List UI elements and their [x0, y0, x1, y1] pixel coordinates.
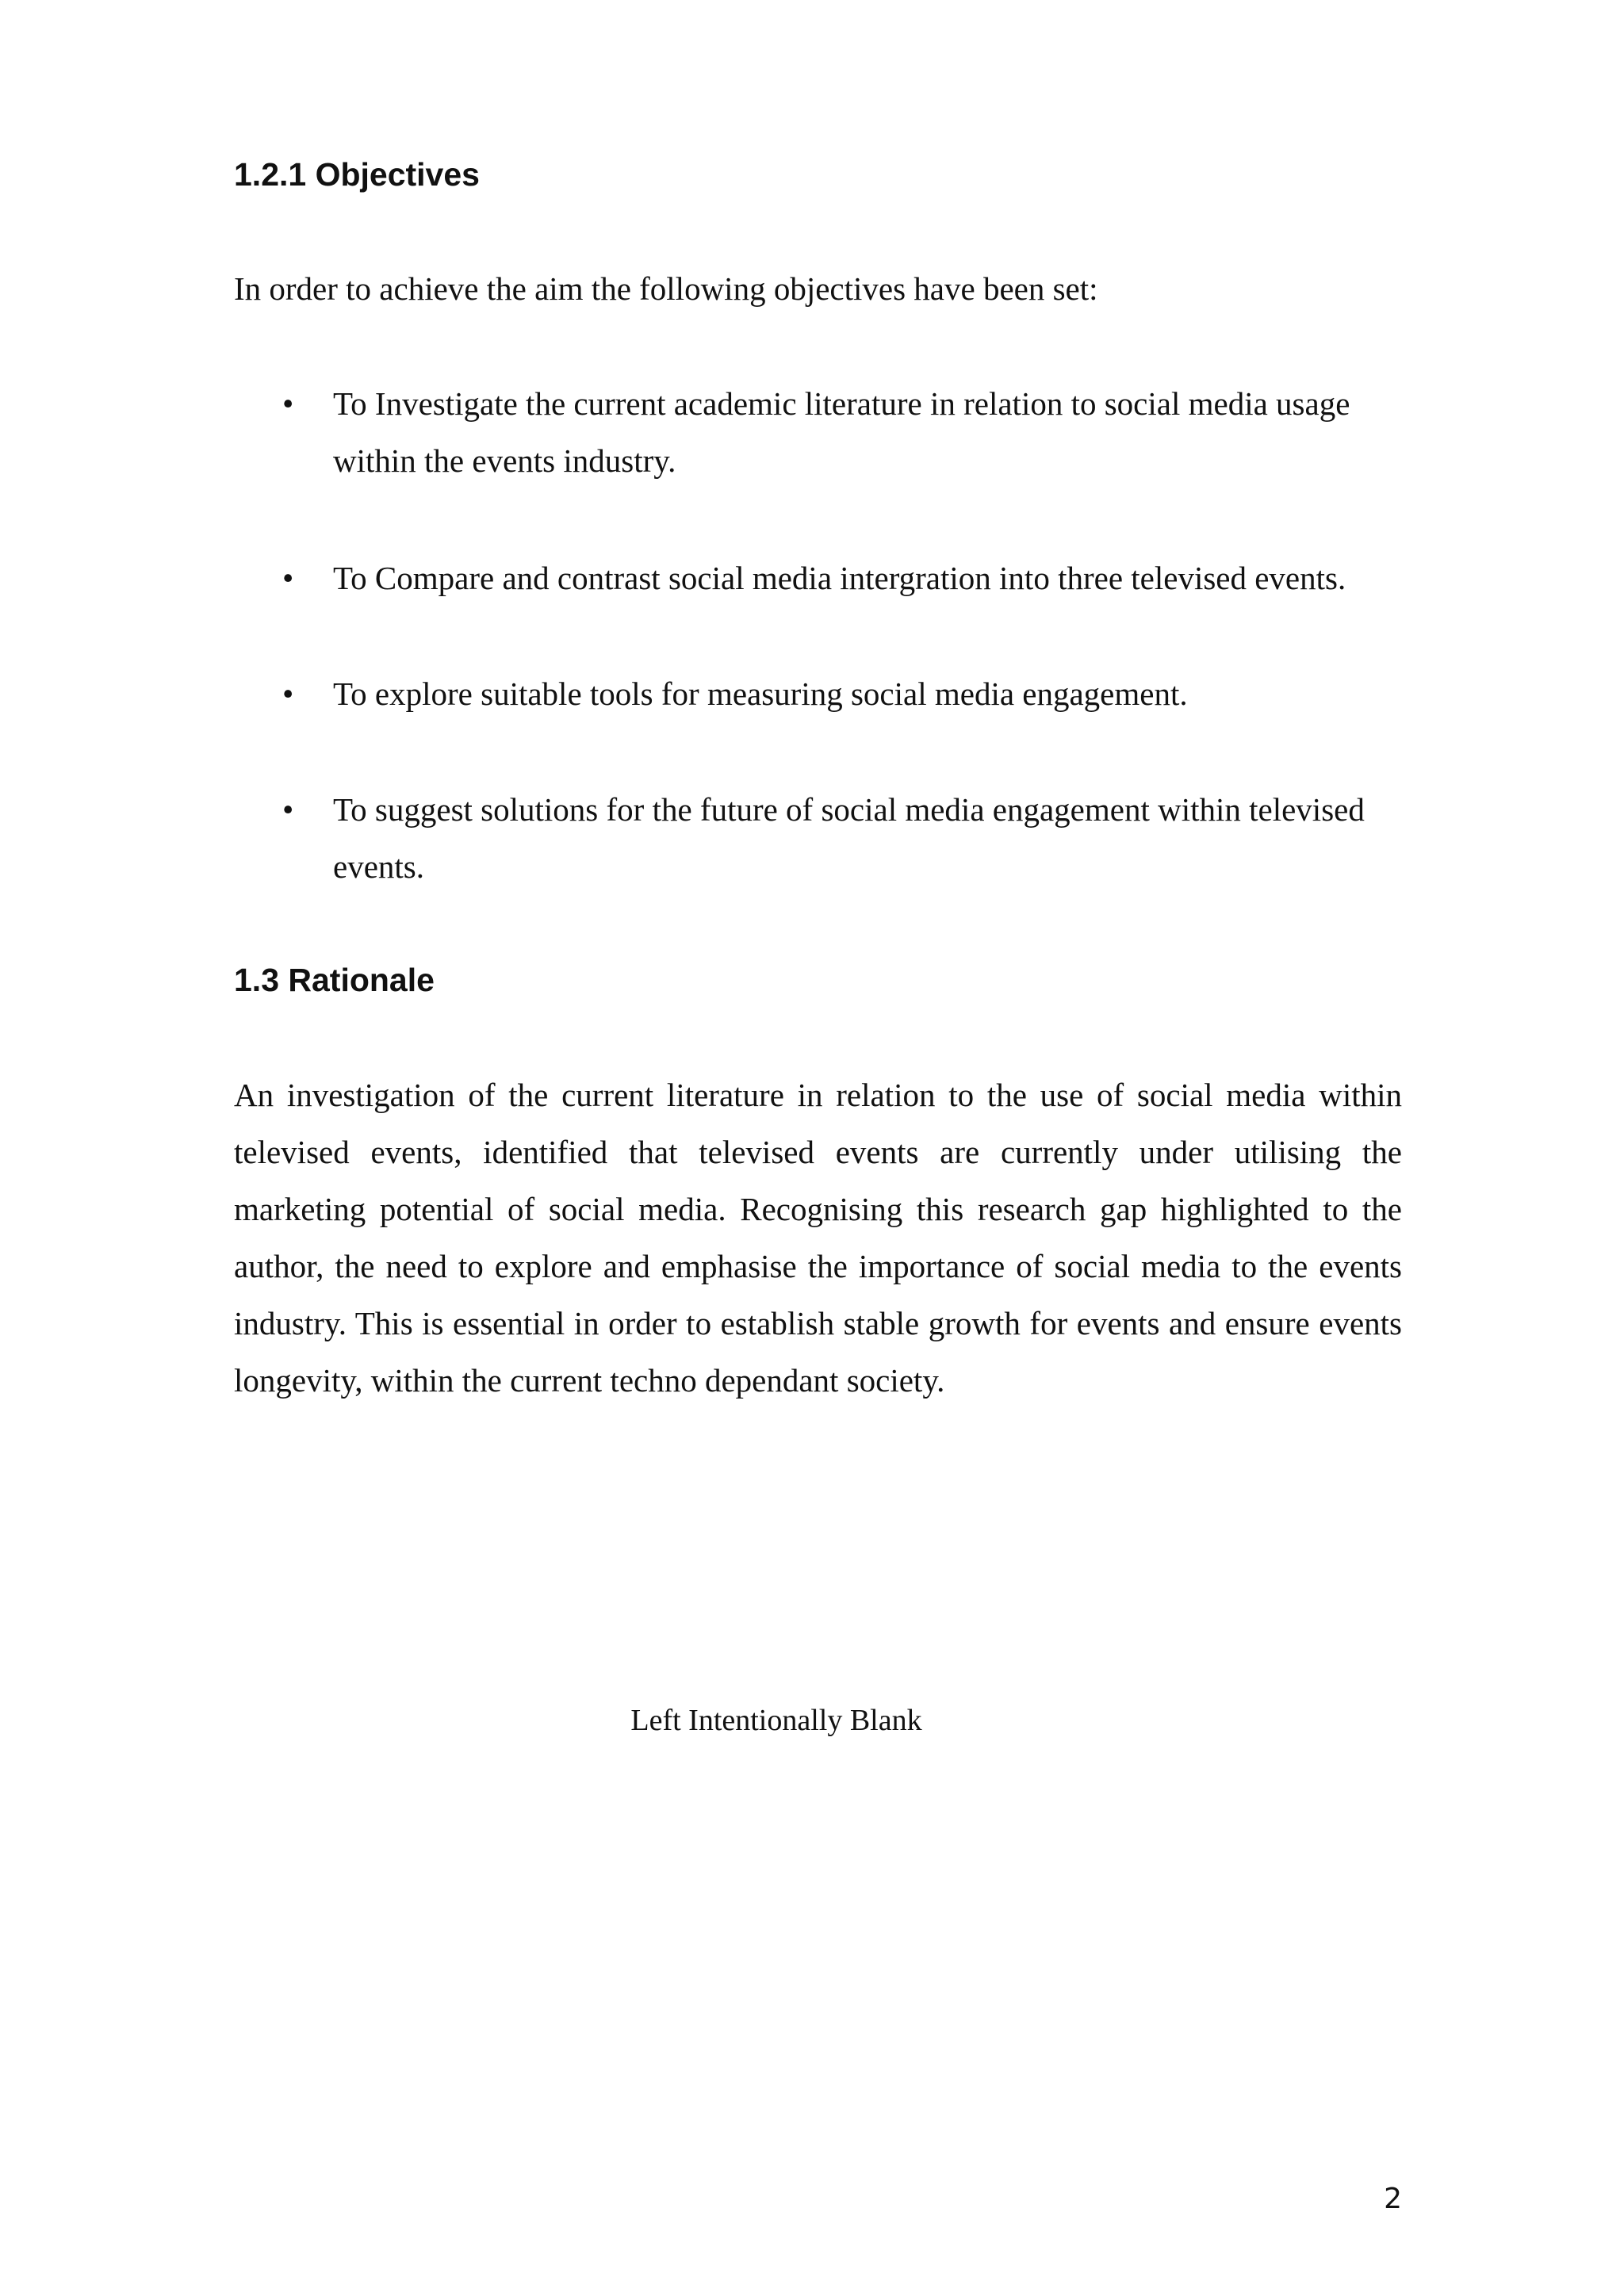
objective-text: To Compare and contrast social media intergration into three televised events. [333, 560, 1346, 596]
objective-item [234, 549, 1408, 607]
bullet-icon: • [282, 385, 294, 422]
blank-page-note: Left Intentionally Blank [630, 1704, 922, 1737]
objectives-heading: 1.2.1 Objectives [234, 156, 480, 193]
rationale-heading: 1.3 Rationale [234, 962, 435, 998]
objective-item [234, 781, 1408, 895]
objective-item [234, 375, 1408, 489]
bullet-icon: • [282, 675, 294, 712]
objectives-intro: In order to achieve the aim the following objectives have been set: [234, 270, 1098, 307]
rationale-paragraph: An investigation of the current literature in relation to the use of social media within televised events, identified that televised events are currently under utilising the marketing potential of social media. Recognising this research gap highlighted to the author, the need to explore and emphasise the importance of social media to the events industry. This is essential in order to establish stable growth for events and ensure events longevity, within the current techno dependant society. [234, 1077, 1402, 1399]
bullet-icon: • [282, 791, 294, 828]
objective-text: To suggest solutions for the future of social media engagement within televised events. [333, 791, 1365, 885]
bullet-icon: • [282, 560, 294, 596]
objective-item [234, 665, 1408, 722]
objective-text: To Investigate the current academic literature in relation to social media usage within the events industry. [333, 385, 1350, 479]
page-number: 2 [1384, 2183, 1402, 2215]
objective-text: To explore suitable tools for measuring social media engagement. [333, 675, 1188, 712]
